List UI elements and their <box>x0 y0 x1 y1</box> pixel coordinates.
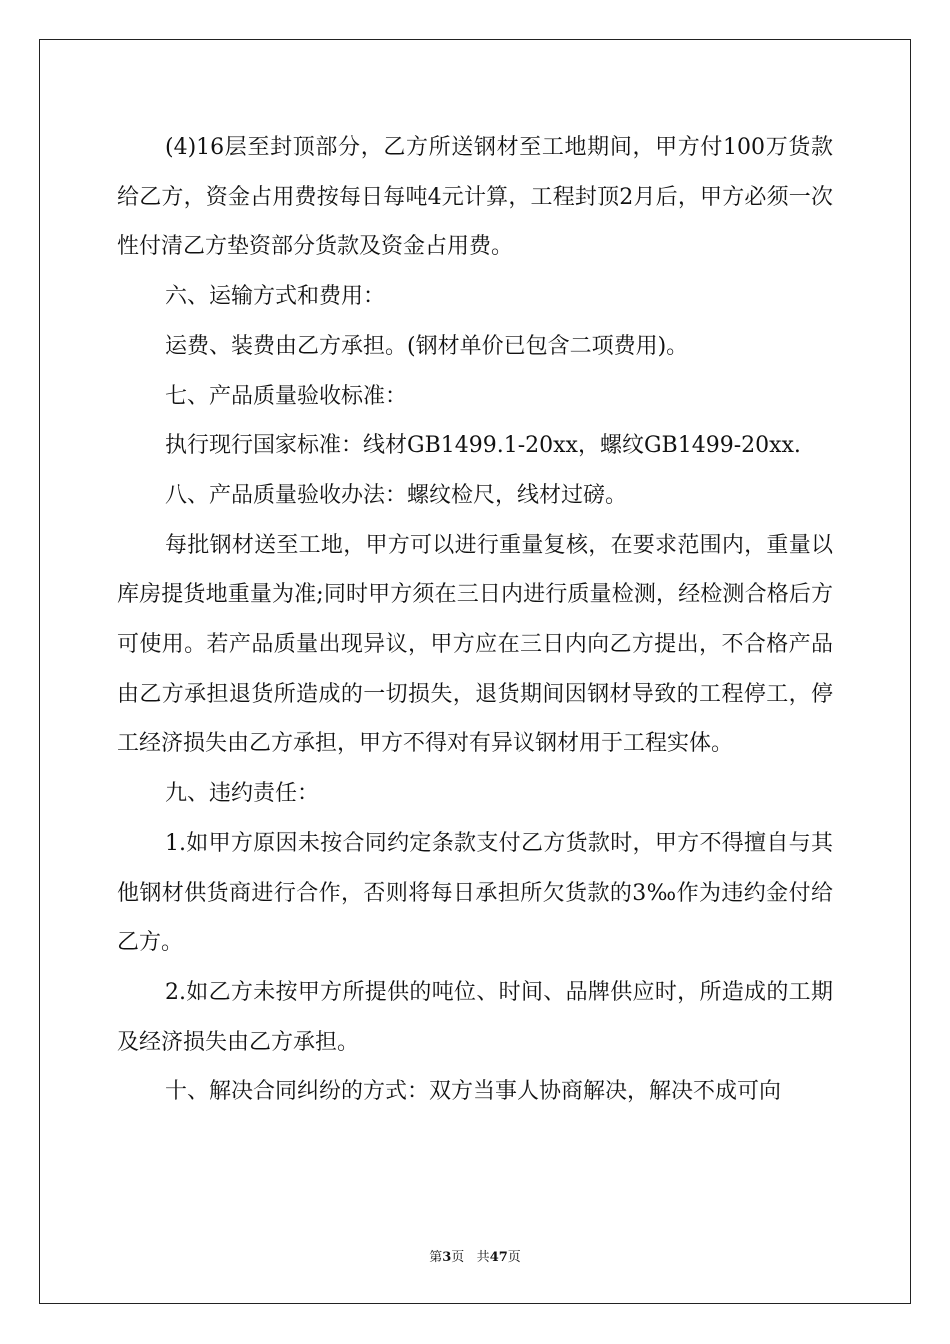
footer-page-number: 3 <box>442 1250 452 1265</box>
heading-quality-standard: 七、产品质量验收标准： <box>165 383 408 409</box>
paragraph-inspection: 每批钢材送至工地，甲方可以进行重量复核，在要求范围内，重量以库房提货地重量为准;同时甲方须在三日内进行质量检测，经检测合格后方可使用。若产品质量出现异议，甲方应在三日内向乙方提出，不合格产品由乙方承担退货所造成的一切损失，退货期间因钢材导致的工程停工，停工经济损失由乙方承担，甲方不得对有异议钢材用于工程实体。 <box>117 532 833 757</box>
footer-prefix: 第 <box>429 1250 443 1265</box>
paragraph-liability-party-a: 1.如甲方原因未按合同约定条款支付乙方货款时，甲方不得擅自与其他钢材供货商进行合作，否则将每日承担所欠货款的3‰作为违约金付给乙方。 <box>117 830 833 956</box>
paragraph-quality-standard: 执行现行国家标准：线材GB1499.1-20xx，螺纹GB1499-20xx. <box>165 433 801 459</box>
heading-quality-method: 八、产品质量验收办法：螺纹检尺，线材过磅。 <box>165 482 628 508</box>
document-body <box>117 123 833 1117</box>
paragraph-liability-party-b: 2.如乙方未按甲方所提供的吨位、时间、品牌供应时，所造成的工期及经济损失由乙方承担。 <box>117 979 833 1055</box>
heading-liability: 九、违约责任： <box>165 781 320 807</box>
footer-total-pages: 47 <box>489 1250 508 1265</box>
heading-dispute-resolution: 十、解决合同纠纷的方式：双方当事人协商解决，解决不成可向 <box>165 1079 782 1105</box>
paragraph-transport-fees: 运费、装费由乙方承担。(钢材单价已包含二项费用)。 <box>165 333 689 359</box>
paragraph-payment-16th-floor: (4)16层至封顶部分，乙方所送钢材至工地期间，甲方付100万货款给乙方，资金占用费按每日每吨4元计算，工程封顶2月后，甲方必须一次性付清乙方垫资部分货款及资金占用费。 <box>117 135 833 260</box>
footer-total-suffix: 页 <box>507 1250 521 1265</box>
footer-total-prefix: 共 <box>476 1250 490 1265</box>
page-footer <box>0 1246 950 1265</box>
footer-page-suffix: 页 <box>451 1250 465 1265</box>
heading-transport: 六、运输方式和费用： <box>165 284 386 310</box>
